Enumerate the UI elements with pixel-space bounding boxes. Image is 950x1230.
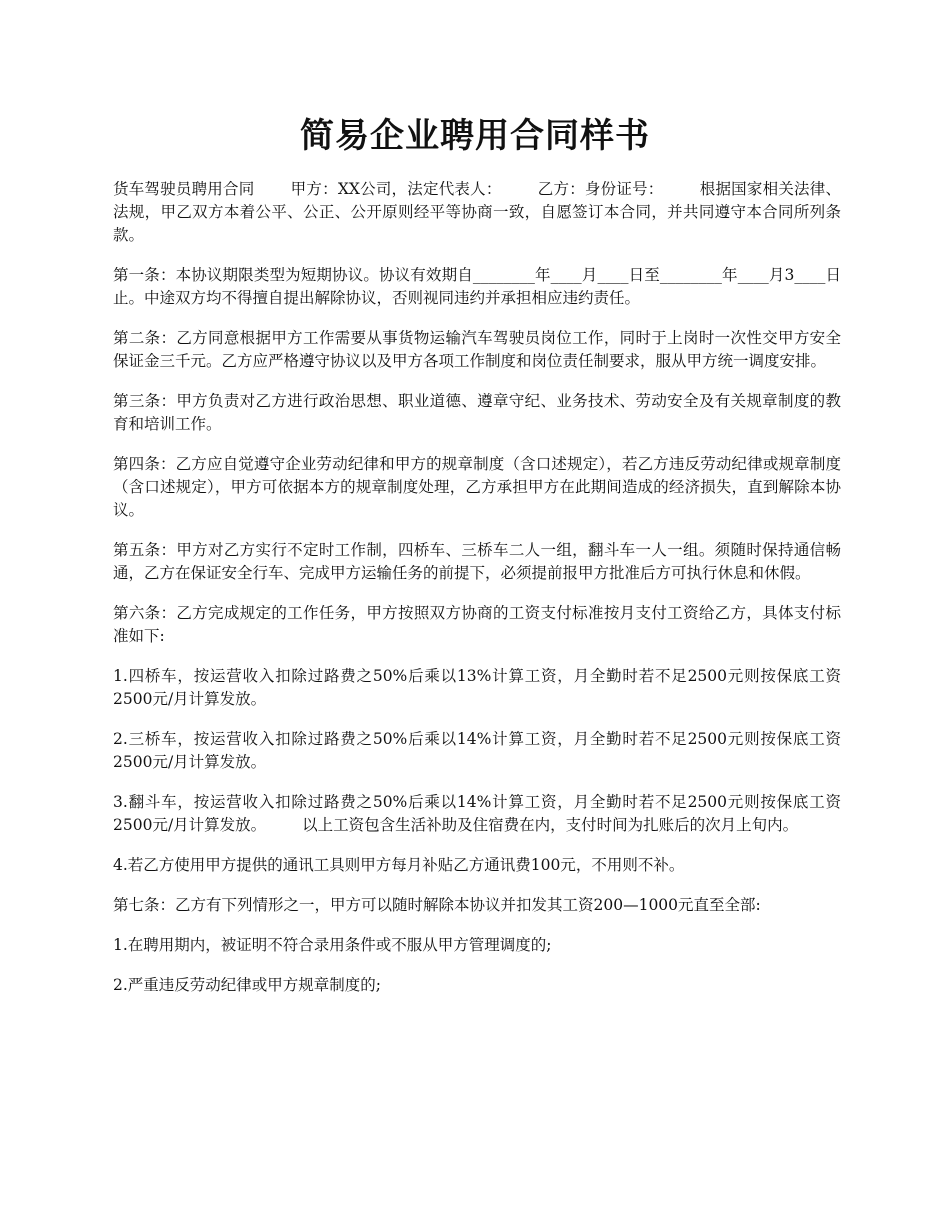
article-6-item-3	[113, 791, 841, 837]
article-6-item-4: 4.若乙方使用甲方提供的通讯工具则甲方每月补贴乙方通讯费100元，不用则不补。	[113, 856, 685, 874]
article-3: 第三条：甲方负责对乙方进行政治思想、职业道德、遵章守纪、业务技术、劳动安全及有关规章制度的教育和培训工作。	[113, 392, 841, 433]
article-5: 第五条：甲方对乙方实行不定时工作制，四桥车、三桥车二人一组，翻斗车一人一组。须随时保持通信畅通，乙方在保证安全行车、完成甲方运输任务的前提下，必须提前报甲方批准后方可执行休息和休假。	[113, 541, 841, 582]
article-4: 第四条：乙方应自觉遵守企业劳动纪律和甲方的规章制度（含口述规定），若乙方违反劳动纪律或规章制度（含口述规定），甲方可依据本方的规章制度处理，乙方承担甲方在此期间造成的经济损失，直到解除本协议。	[113, 455, 841, 519]
article-7-item-2: 2.严重违反劳动纪律或甲方规章制度的;	[113, 976, 382, 994]
item-3-text: 3.翻斗车，按运营收入扣除过路费之50%后乘以14%计算工资，月全勤时若不足2500元则按保底工资2500元/月计算发放。	[113, 793, 841, 834]
contract-name: 货车驾驶员聘用合同	[113, 180, 255, 198]
article-1: 第一条：本协议期限类型为短期协议。协议有效期自________年____月____日至________年____月3____日止。中途双方均不得擅自提出解除协议，否则视同违约并承担相应违约责任。	[113, 266, 841, 307]
document-body	[113, 178, 841, 1014]
article-6: 第六条：乙方完成规定的工作任务，甲方按照双方协商的工资支付标准按月支付工资给乙方，具体支付标准如下:	[113, 604, 841, 645]
party-b: 乙方：身份证号：	[537, 180, 664, 198]
article-6-item-2: 2.三桥车，按运营收入扣除过路费之50%后乘以14%计算工资，月全勤时若不足2500元则按保底工资2500元/月计算发放。	[113, 730, 841, 771]
article-2: 第二条：乙方同意根据甲方工作需要从事货物运输汽车驾驶员岗位工作，同时于上岗时一次性交甲方安全保证金三千元。乙方应严格遵守协议以及甲方各项工作制度和岗位责任制要求，服从甲方统一调度安排。	[113, 329, 841, 370]
article-7-item-1: 1.在聘用期内，被证明不符合录用条件或不服从甲方管理调度的;	[113, 936, 552, 954]
document-title: 简易企业聘用合同样书	[300, 116, 650, 156]
intro-text: 根据国家相关法律、法规，甲乙双方本着公平、公正、公开原则经平等协商一致，自愿签订本合同，并共同遵守本合同所列条款。	[113, 180, 841, 244]
article-6-item-1: 1.四桥车，按运营收入扣除过路费之50%后乘以13%计算工资，月全勤时若不足2500元则按保底工资2500元/月计算发放。	[113, 667, 841, 708]
wage-note: 以上工资包含生活补助及住宿费在内，支付时间为扎账后的次月上旬内。	[302, 816, 799, 834]
party-a: 甲方：XX公司，法定代表人：	[290, 180, 502, 198]
article-7: 第七条：乙方有下列情形之一，甲方可以随时解除本协议并扣发其工资200—1000元直至全部:	[113, 896, 761, 914]
intro-paragraph	[113, 178, 841, 247]
